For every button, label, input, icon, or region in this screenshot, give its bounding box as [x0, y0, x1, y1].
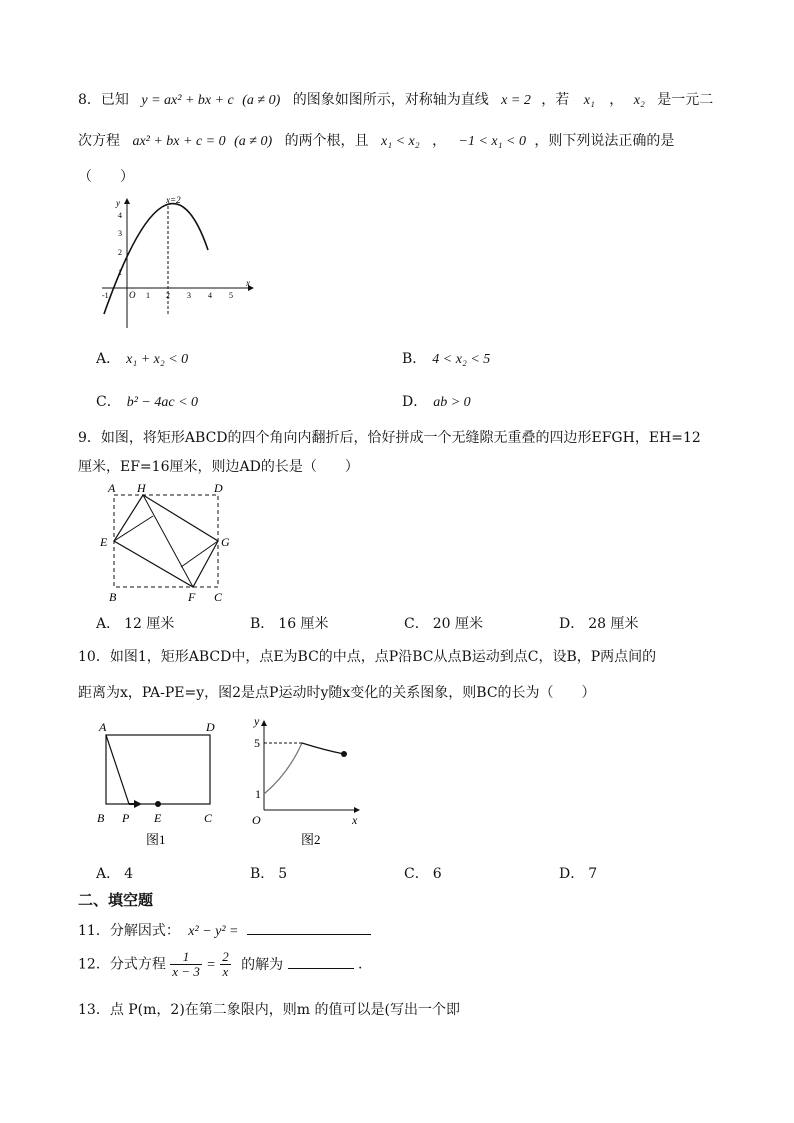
- q12-text: 的解为: [241, 956, 284, 973]
- option-text: ab > 0: [433, 395, 471, 410]
- option-text: x₁ + x₂ < 0: [126, 352, 189, 367]
- q13-line: 13．点 P(m，2)在第二象限内，则m 的值可以是(写出一个即: [78, 1002, 460, 1018]
- option-text: 7: [588, 866, 598, 882]
- value-label-1: 1: [255, 787, 261, 801]
- label-a: A: [99, 720, 107, 734]
- fraction-numerator: 2: [222, 949, 229, 964]
- option-letter: C．: [96, 394, 121, 410]
- q8-parabola-graph: [96, 192, 262, 332]
- point-e: [155, 801, 161, 807]
- x-tick-label: 5: [229, 291, 233, 300]
- q10-figure-2: [246, 712, 374, 852]
- option-text: 20 厘米: [432, 616, 483, 632]
- q8-option-b[interactable]: [402, 348, 490, 368]
- q8-line1: 8．已知 y = ax² + bx + c (a ≠ 0) 的图象如图所示，对称轴为直线 x = 2 ，若 x₁ ， x₂ 是一元二: [78, 92, 714, 108]
- fold-line: [181, 541, 218, 567]
- option-text: 6: [432, 866, 442, 882]
- y-tick-label: 2: [118, 248, 122, 257]
- option-letter: D．: [402, 394, 428, 410]
- q8-text: ，则下列说法正确的是: [534, 133, 675, 149]
- q9-line2: 厘米，EF=16厘米，则边AD的长是（ ）: [78, 459, 359, 475]
- q8-text: ，若: [541, 92, 570, 108]
- option-letter: A．: [96, 866, 121, 882]
- label-c: C: [204, 811, 213, 825]
- x-axis-label: x: [352, 813, 358, 827]
- q8-text: 的图象如图所示，对称轴为直线: [292, 92, 489, 108]
- label-p: P: [122, 811, 130, 825]
- option-letter: B．: [402, 351, 427, 367]
- q12-period: .: [358, 956, 363, 973]
- symmetry-axis-label: x=2: [166, 195, 181, 205]
- section-title: 二、填空题: [78, 891, 154, 909]
- y-axis-arrow: [124, 198, 130, 204]
- fold-line: [114, 516, 153, 541]
- fold-line: [143, 495, 193, 587]
- label-b: B: [109, 590, 117, 604]
- q10-line2: 距离为x，PA-PE=y，图2是点P运动时y随x变化的关系图象，则BC的长为（ ）: [78, 685, 596, 701]
- fraction-numerator: 1: [170, 950, 202, 965]
- q11-line: [78, 920, 371, 940]
- q12-text: 12．分式方程: [78, 956, 166, 973]
- q9-line1: 9．如图，将矩形ABCD的四个角向内翻折后，恰好拼成一个无缝隙无重叠的四边形EFGH，EH=12: [78, 430, 701, 446]
- q11-text: 11．分解因式：: [78, 923, 180, 939]
- q12-fraction-left: [170, 950, 202, 979]
- q8-line2: 次方程 ax² + bx + c = 0 (a ≠ 0) 的两个根，且 x₁ < x₂ ， −1 < x₁ < 0 ，则下列说法正确的是: [78, 133, 675, 149]
- label-f: F: [188, 590, 196, 604]
- label-d: D: [206, 720, 215, 734]
- x-tick-label: 4: [208, 291, 212, 300]
- q8-axis-equation: x = 2: [501, 93, 531, 108]
- option-text: 12 厘米: [124, 616, 175, 632]
- q8-text: 次方程: [78, 133, 120, 149]
- parabola-curve: [104, 204, 208, 314]
- q8-text: 8．已知: [78, 92, 129, 108]
- origin-label: O: [129, 290, 136, 300]
- q10-option-c[interactable]: [404, 863, 442, 883]
- option-letter: A．: [96, 616, 121, 632]
- label-g: G: [221, 535, 230, 549]
- rectangle-abcd: [106, 735, 210, 804]
- q8-inequality-2: −1 < x₁ < 0: [458, 134, 526, 149]
- y-axis-label: y: [116, 198, 120, 208]
- q12-line: [78, 950, 363, 979]
- q10-line1: 10．如图1，矩形ABCD中，点E为BC的中点，点P沿BC从点B运动到点C，设B，P两点间的: [78, 649, 657, 665]
- option-text: 4: [124, 866, 134, 882]
- option-letter: D．: [559, 866, 585, 882]
- option-text: 16 厘米: [278, 616, 329, 632]
- q11-expression: x² − y² =: [188, 924, 239, 939]
- x-tick-label: 2: [166, 291, 170, 300]
- segment-pa: [106, 735, 129, 804]
- q8-answer-paren: （ ）: [78, 169, 134, 185]
- q10-figure-1: [92, 716, 224, 852]
- y-tick-label: 3: [118, 229, 122, 238]
- q10-option-b[interactable]: [250, 863, 287, 883]
- q8-option-a[interactable]: [96, 348, 188, 368]
- equals-sign: =: [206, 957, 216, 973]
- curve-rising: [264, 743, 302, 794]
- fraction-denominator: x − 3: [172, 964, 200, 979]
- figure-caption: 图1: [146, 832, 166, 847]
- label-a: A: [108, 481, 116, 495]
- option-letter: D．: [559, 616, 585, 632]
- option-text: 28 厘米: [588, 616, 639, 632]
- option-letter: B．: [250, 616, 275, 632]
- option-letter: C．: [404, 616, 429, 632]
- q8-text: 的两个根，且: [284, 133, 369, 149]
- option-letter: A．: [96, 351, 121, 367]
- q8-option-d[interactable]: [402, 391, 471, 411]
- label-h: H: [137, 481, 146, 495]
- q9-option-c[interactable]: [404, 613, 483, 633]
- y-axis-label: y: [254, 714, 260, 728]
- option-text: 5: [278, 866, 288, 882]
- x-tick-label: -1: [102, 291, 109, 300]
- q8-inequality-1: x₁ < x₂: [381, 134, 420, 149]
- y-axis-arrow: [261, 720, 267, 726]
- origin-label: O: [252, 813, 261, 827]
- x-tick-label: 3: [187, 291, 191, 300]
- q8-text: 是一元二: [657, 92, 714, 108]
- q11-answer-blank[interactable]: [247, 934, 371, 935]
- q8-x2: x₂: [633, 93, 645, 108]
- curve-endpoint: [341, 751, 347, 757]
- y-tick-label: 4: [118, 211, 122, 220]
- label-e: E: [154, 811, 162, 825]
- q8-x1: x₁: [583, 93, 595, 108]
- q8-condition: (a ≠ 0): [234, 134, 273, 149]
- q8-condition: (a ≠ 0): [242, 93, 281, 108]
- q9-option-d[interactable]: [559, 613, 639, 633]
- q10-option-d[interactable]: [559, 863, 597, 883]
- label-e: E: [100, 535, 108, 549]
- option-text: b² − 4ac < 0: [126, 395, 199, 410]
- q8-function: y = ax² + bx + c: [141, 93, 234, 108]
- y-tick-label: 1: [118, 268, 122, 277]
- q12-answer-blank[interactable]: [288, 968, 354, 969]
- fraction-denominator: x: [222, 964, 229, 979]
- curve-falling: [302, 743, 344, 754]
- q12-fraction-right: [220, 950, 231, 979]
- label-b: B: [97, 811, 105, 825]
- x-tick-label: 1: [146, 291, 150, 300]
- option-letter: B．: [250, 866, 275, 882]
- figure-caption: 图2: [301, 832, 321, 847]
- label-d: D: [214, 481, 223, 495]
- quadrilateral-efgh: [114, 495, 218, 587]
- label-c: C: [214, 590, 223, 604]
- q9-option-b[interactable]: [250, 613, 329, 633]
- q8-option-c[interactable]: [96, 391, 198, 411]
- q8-equation: ax² + bx + c = 0: [132, 134, 226, 149]
- q9-option-a[interactable]: [96, 613, 174, 633]
- q9-rectangle-figure: [96, 480, 246, 606]
- motion-arrow-head: [134, 800, 142, 808]
- value-label-5: 5: [254, 736, 260, 750]
- option-text: 4 < x₂ < 5: [432, 352, 491, 367]
- x-axis-label: x: [246, 278, 250, 288]
- q10-option-a[interactable]: [96, 863, 133, 883]
- option-letter: C．: [404, 866, 429, 882]
